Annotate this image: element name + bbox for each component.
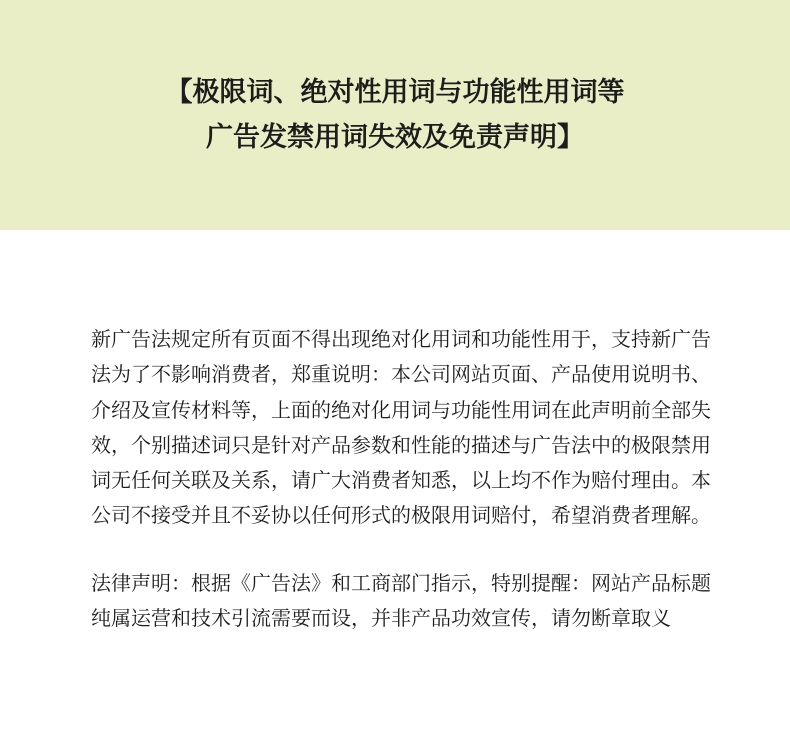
disclaimer-paragraph: 新广告法规定所有页面不得出现绝对化用词和功能性用于，支持新广告法为了不影响消费者，郑重说明：本公司网站页面、产品使用说明书、介绍及宣传材料等，上面的绝对化用词与功能性用词在此声明前全部失效，个别描述词只是针对产品参数和性能的描述与广告法中的极限禁用词无任何关联及关系，请广大消费者知悉，以上均不作为赔付理由。本公司不接受并且不妥协以任何形式的极限用词赔付，希望消费者理解。 — [91, 327, 711, 528]
page-title — [0, 70, 790, 160]
title-line-1: 【极限词、绝对性用词与功能性用词等 — [165, 77, 625, 108]
title-line-2: 广告发禁用词失效及免责声明】 — [206, 122, 584, 153]
disclaimer-content — [91, 322, 713, 636]
legal-notice-paragraph: 法律声明：根据《广告法》和工商部门指示，特别提醒：网站产品标题纯属运营和技术引流需要而设，并非产品功效宣传，请勿断章取义 — [91, 570, 711, 631]
title-banner — [0, 0, 790, 230]
